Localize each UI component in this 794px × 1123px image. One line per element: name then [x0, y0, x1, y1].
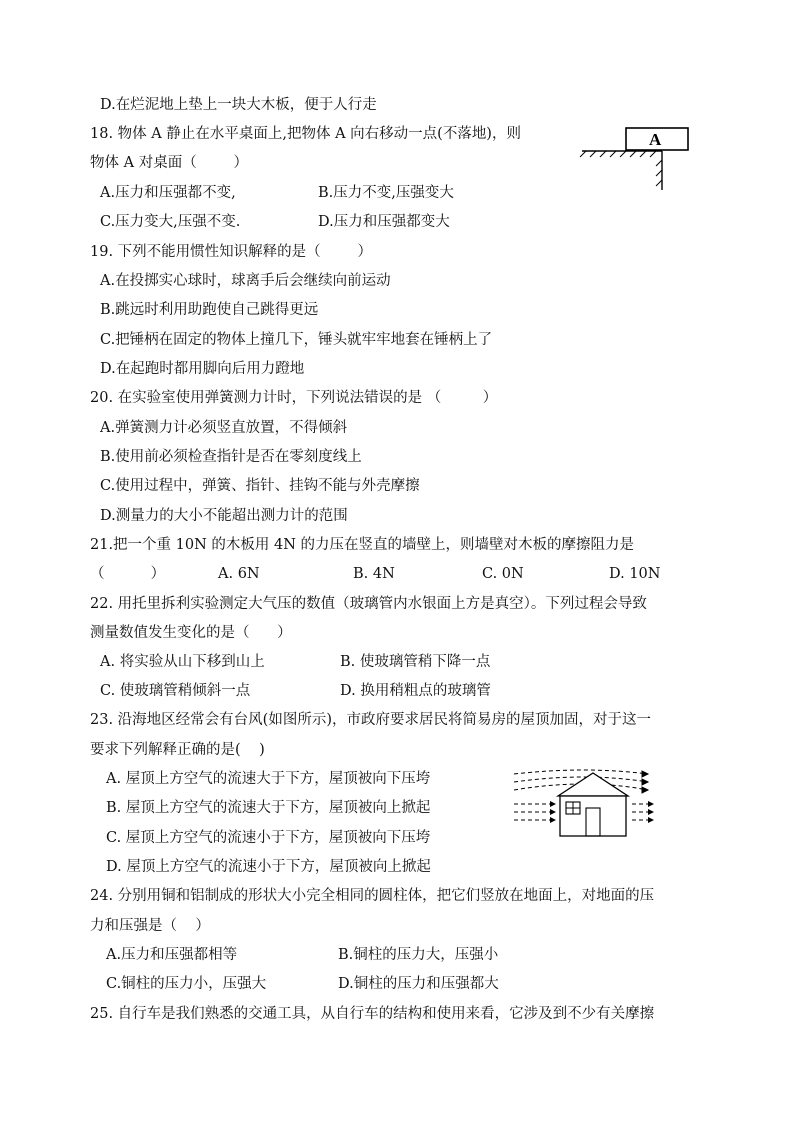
block-a-label: A	[649, 130, 662, 149]
q17-option-d: D.在烂泥地上垫上一块大木板，便于人行走	[100, 97, 377, 113]
q22-option-c: C. 使玻璃管稍倾斜一点	[100, 683, 251, 699]
q24-option-a: A.压力和压强都相等	[106, 947, 238, 963]
q24-stem-line2: 力和压强是（ ）	[90, 918, 210, 934]
q19-option-b: B.跳远时利用助跑使自己跳得更远	[100, 302, 319, 318]
q20-option-d: D.测量力的大小不能超出测力计的范围	[100, 508, 348, 524]
q23-option-d: D. 屋顶上方空气的流速小于下方，屋顶被向上掀起	[106, 859, 431, 875]
q23-option-b: B. 屋顶上方空气的流速大于下方，屋顶被向上掀起	[106, 800, 431, 816]
q20-stem: 20. 在实验室使用弹簧测力计时，下列说法错误的是 （ ）	[90, 390, 498, 406]
q22-stem-line1: 22. 用托里拆利实验测定大气压的数值（玻璃管内水银面上方是真空）。下列过程会导致	[90, 596, 647, 612]
q20-option-c: C.使用过程中，弹簧、指针、挂钩不能与外壳摩擦	[100, 478, 420, 494]
q22-option-b: B. 使玻璃管稍下降一点	[340, 654, 491, 670]
q20-option-a: A.弹簧测力计必须竖直放置，不得倾斜	[100, 420, 348, 436]
q20-option-b: B.使用前必须检查指针是否在零刻度线上	[100, 449, 362, 465]
q18-stem-line1: 18. 物体 A 静止在水平桌面上,把物体 A 向右移动一点(不落地)，则	[90, 126, 521, 142]
q24-option-b: B.铜柱的压力大，压强小	[338, 947, 499, 963]
q24-option-d: D.铜柱的压力和压强都大	[338, 976, 499, 992]
q19-option-d: D.在起跑时都用脚向后用力蹬地	[100, 361, 305, 377]
q21-option-a: A. 6N	[218, 566, 260, 582]
q22-stem-line2: 测量数值发生变化的是（ ）	[90, 625, 292, 641]
q22-option-d: D. 换用稍粗点的玻璃管	[340, 683, 491, 699]
q19-stem: 19. 下列不能用惯性知识解释的是（ ）	[90, 244, 373, 260]
q21-option-b: B. 4N	[353, 566, 395, 582]
q21-blank: （ ）	[90, 566, 166, 582]
q23-option-a: A. 屋顶上方空气的流速大于下方，屋顶被向下压垮	[106, 771, 431, 787]
q21-option-c: C. 0N	[482, 566, 524, 582]
q18-option-a: A.压力和压强都不变,	[100, 185, 236, 201]
q18-option-b: B.压力不变,压强变大	[318, 185, 454, 201]
block-on-table-figure	[578, 124, 698, 194]
q23-stem-line2: 要求下列解释正确的是( )	[90, 742, 265, 758]
q19-option-c: C.把锤柄在固定的物体上撞几下，锤头就牢牢地套在锤柄上了	[100, 332, 493, 348]
house-roof	[558, 773, 628, 796]
q25-stem: 25. 自行车是我们熟悉的交通工具，从自行车的结构和使用来看，它涉及到不少有关摩擦	[90, 1006, 655, 1022]
q18-option-d: D.压力和压强都变大	[318, 214, 450, 230]
q23-option-c: C. 屋顶上方空气的流速小于下方，屋顶被向下压垮	[106, 830, 431, 846]
q21-option-d: D. 10N	[609, 566, 661, 582]
q22-option-a: A. 将实验从山下移到山上	[100, 654, 265, 670]
house-wind-figure	[510, 764, 660, 840]
q23-stem-line1: 23. 沿海地区经常会有台风(如图所示)，市政府要求居民将简易房的屋顶加固，对于这一	[90, 712, 651, 728]
q21-stem: 21.把一个重 10N 的木板用 4N 的力压在竖直的墙壁上，则墙壁对木板的摩擦阻力是	[90, 537, 635, 553]
q24-stem-line1: 24. 分别用铜和铝制成的形状大小完全相同的圆柱体，把它们竖放在地面上，对地面的压	[90, 888, 655, 904]
q18-option-c: C.压力变大,压强不变.	[100, 214, 241, 230]
q18-stem-line2: 物体 A 对桌面（ ）	[90, 155, 249, 171]
q19-option-a: A.在投掷实心球时，球离手后会继续向前运动	[100, 273, 391, 289]
q24-option-c: C.铜柱的压力小，压强大	[106, 976, 267, 992]
